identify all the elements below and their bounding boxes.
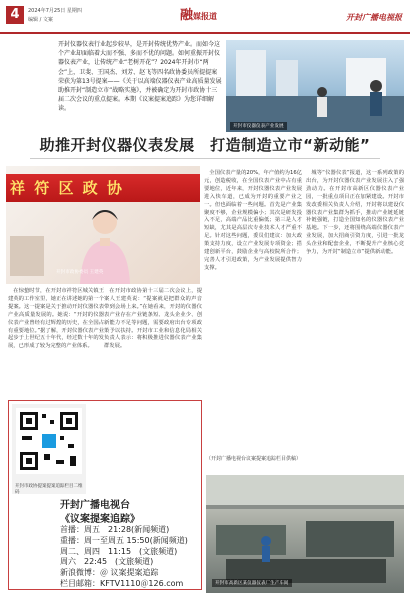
factory-caption: 开封市高新区某仪器仪表厂生产车间 xyxy=(212,579,292,587)
headline: 助推开封仪器仪表发展 打造制造立市“新动能” xyxy=(39,136,371,154)
editor-line: 编辑 / 文案 xyxy=(28,17,53,23)
intro-paragraph: 开封仪器仪表行业起步较早，是开封传统优势产业。而如今这个产业却面临着大而不强、多而不优的问题。如何重振开封仪器仪表产业，让传统产业“老树开花”？2024年开封市“两会”上，卫斐、王国杰、刘芳、赵飞等四名政协委员所提提案荣获为第13号提案——《关于以高端仪器仪表产业高质量发展助推开封“制造立市”战略实施》，并被确定为开封市政协十三届二次会议的重点提案。本期《议案提案追踪》为您详细解读。 xyxy=(58,41,222,113)
factory-illustration xyxy=(206,475,404,593)
qr-caption: 开封市政协提案提案追踪栏目二维码 xyxy=(15,484,83,495)
bookshelf-backdrop xyxy=(10,236,44,276)
speaker-photo xyxy=(6,166,200,284)
qr-code-panel xyxy=(12,404,86,494)
meeting-photo xyxy=(226,40,404,132)
article-column-2: 在开封市政协第十三届二次会议上，提案人王建英说：“提案就是把群众的声音带到会场上来。”在她看来，开封的仪器仪表产业存在产业链条短、龙头企业少、创新能力不足等问题，需要政府出台专项政策予以扶持。开封市工业和信息化局相关负责人表示：将积极推进仪器仪表产业集群发展。 xyxy=(104,288,202,350)
schedule-line: 重播：周一至周五 15:50(新闻频道) xyxy=(60,535,188,545)
tv-station-name: 开封广播电视台 xyxy=(60,500,130,511)
qr-code-icon xyxy=(12,404,86,478)
factory-photo xyxy=(206,475,404,593)
headline-divider xyxy=(30,158,380,159)
article-column-3: 全国仪表产量的20%，年产值约为16亿元，创造税收，在全国仪表产业中占有重要地位，近年来，开封仪器仪表产业发展进入快车道，已成为开封的重要产业之一。但也面临着一些问题。首先是产业集聚度不够，企业规模偏小；其次是研发投入不足，高端产品比重偏低；第三是人才短缺，尤其是高层次专业技术人才严重不足。针对这些问题，委员们建议：加大政策支持力度，设立产业发展专项资金；搭建创新平台，鼓励企业与高校院所合作；完善人才引进政策，为产业发展提供智力支撑。 xyxy=(204,170,302,271)
district-banner: 祥 符 区 政 协 xyxy=(6,174,200,202)
schedule-line: 新浪微博：＠ 议案提案追踪 xyxy=(60,568,159,578)
tv-program-name: 《议案提案追踪》 xyxy=(60,514,140,525)
meeting-illustration xyxy=(226,40,404,132)
intro-photo-caption: 开封市仪器仪表产业发展 xyxy=(230,122,287,130)
issue-date: 2024年7月25日 星期四 xyxy=(28,8,82,14)
article-credit: （开封广播电视台议案提案追踪栏目供稿） xyxy=(206,456,302,462)
page-number: 4 xyxy=(6,6,24,24)
speaker-caption: 开封市政协委员 王建英 xyxy=(56,270,104,275)
article-column-1: 在惊蛰时节，在开封市祥符区城关镇王建英的工作室里，她正在讲述她的第一个提案。这一提案是关于推动开封仪器仪表产业高质量发展的。她说：“开封的仪器仪表产业曾经有过辉煌的历史，在全国占有重要地位。”据了解，开封仪器仪表产业起步于上世纪五十年代，经过数十年的发展，已形成了较为完整的产业体系。 xyxy=(8,288,104,350)
schedule-line: 栏目邮箱：KFTV1110＠126.com xyxy=(60,578,184,588)
schedule-line: 周二、周四 11:15 (文旅频道) xyxy=(60,546,178,556)
newspaper-name: 开封广播电视报 xyxy=(346,13,402,22)
section-title: 融媒报道 xyxy=(180,8,218,23)
tv-schedule xyxy=(60,525,200,590)
schedule-line: 周六 22:45 (文旅频道) xyxy=(60,557,154,567)
schedule-line: 首播：周五 21:28(新闻频道) xyxy=(60,525,170,534)
article-column-4: 城等“仪器仪表”报道，这一系列政策的出台，为开封仪器仪表产业发展注入了强劲动力。在开封市高新区仪器仪表产业园，一批重点项目正在加紧建设。开封市发改委相关负责人介绍，开封将以建设仪器仪表产业集群为抓手，推动产业链延链补链强链，打造全国知名的仪器仪表产业基地。下一步，还将围绕高端仪器仪表产业发展，加大招商引资力度，引进一批龙头企业和配套企业，不断提升产业核心竞争力，为开封“制造立市”提供新动能。 xyxy=(306,170,404,256)
